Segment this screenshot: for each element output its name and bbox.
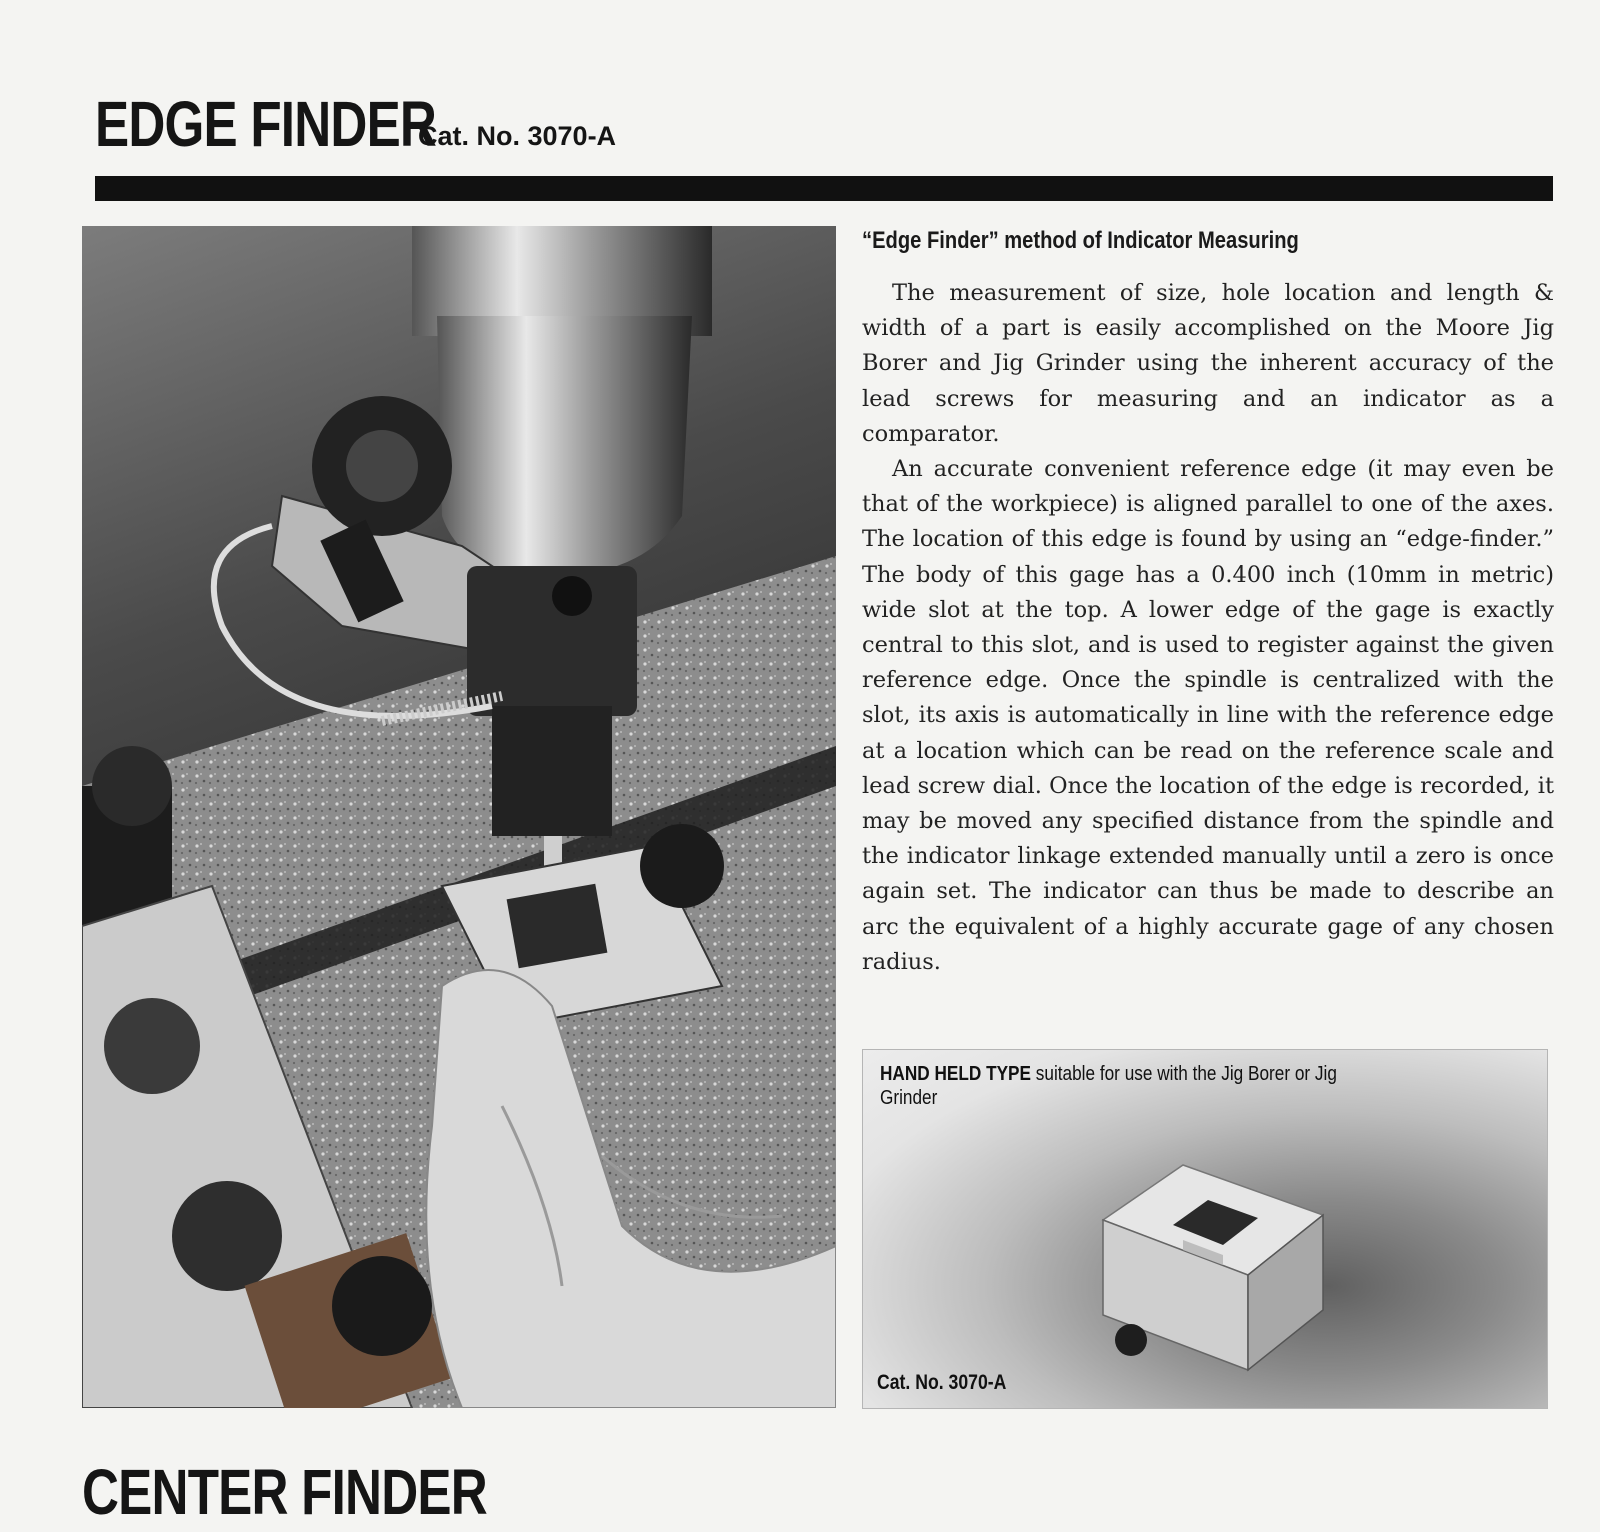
article-paragraph: The measurement of size, hole location and length & width of a part is easily accomplished on the Moore Jig Borer and Jig Grinder using the inherent accuracy of the lead screws for measuring and an indicator as a comparator. [862, 280, 1554, 447]
inset-panel [862, 1049, 1548, 1409]
page-title: EDGE FINDER [95, 88, 437, 160]
article-body [862, 276, 1554, 980]
next-section-title: CENTER FINDER [82, 1456, 487, 1528]
inset-catalog-number: Cat. No. 3070-A [877, 1371, 1007, 1394]
catalog-number: Cat. No. 3070-A [418, 121, 617, 151]
header-rule [95, 176, 1553, 201]
article-heading: “Edge Finder” method of Indicator Measuring [862, 227, 1299, 254]
article-paragraph: An accurate convenient reference edge (it may even be that of the workpiece) is aligned parallel to one of the axes. The location of this edge is found by using an “edge-finder.” The body of this gage has a 0.400 inch (10mm in metric) wide slot at the top. A lower edge of the gage is exactly central to this slot, and is used to register against the given reference edge. Once the spindle is centralized with the slot, its axis is automatically in line with the reference edge at a location which can be read on the reference scale and lead screw dial. Once the location of the edge is recorded, it may be moved any specified distance from the spindle and the indicator linkage extended manually until a zero is once again set. The indicator can thus be made to describe an arc the equivalent of a highly accurate gage of any chosen radius. [862, 456, 1554, 975]
inset-caption-type: HAND HELD TYPE [880, 1063, 1031, 1085]
inset-caption [880, 1062, 1362, 1110]
inset-caption-text: suitable for use with the Jig Borer or Jig Grinder [880, 1063, 1337, 1109]
machine-photo-icon [82, 226, 836, 1408]
